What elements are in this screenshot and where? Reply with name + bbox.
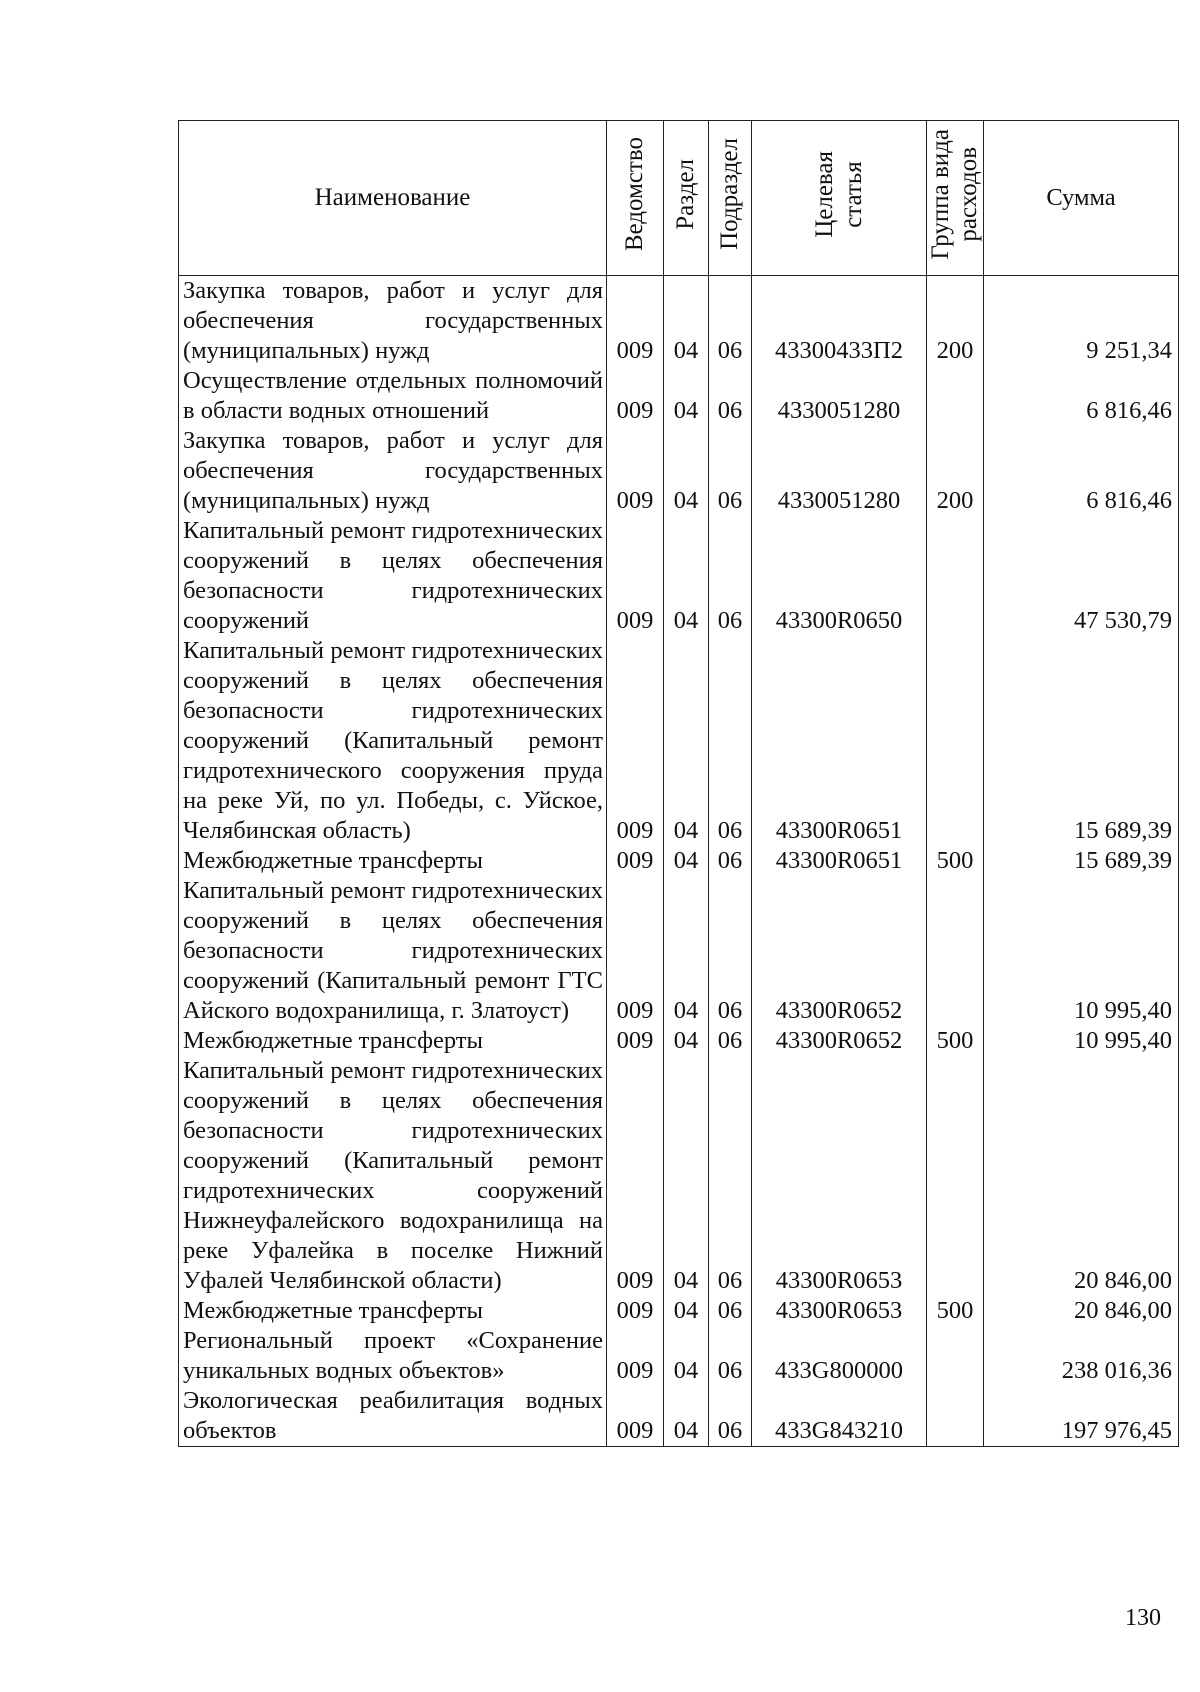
cell-gruppa-vida: 200 [927,276,984,367]
cell-celevaya-statya: 43300R0651 [752,636,927,846]
cell-celevaya-statya: 43300R0653 [752,1296,927,1326]
cell-gruppa-vida: 200 [927,426,984,516]
cell-razdel: 04 [664,1326,709,1386]
cell-razdel: 04 [664,366,709,426]
cell-podrazdel: 06 [709,1026,752,1056]
cell-name: Капитальный ремонт гидротехнических сооружений в целях обеспечения безопасности гидротехнических сооружений (Капитальный ремонт ГТС Айского водохранилища, г. Златоуст) [179,876,607,1026]
cell-gruppa-vida [927,366,984,426]
cell-name: Осуществление отдельных полномочий в области водных отношений [179,366,607,426]
cell-name: Межбюджетные трансферты [179,846,607,876]
cell-podrazdel: 06 [709,426,752,516]
table-row [179,366,1179,426]
table-row [179,876,1179,1026]
cell-vedomstvo: 009 [607,1386,664,1447]
cell-gruppa-vida: 500 [927,846,984,876]
table-row [179,426,1179,516]
cell-summa: 20 846,00 [984,1296,1179,1326]
cell-vedomstvo: 009 [607,846,664,876]
cell-razdel: 04 [664,1056,709,1296]
cell-gruppa-vida [927,1056,984,1296]
cell-podrazdel: 06 [709,1056,752,1296]
cell-celevaya-statya: 433G800000 [752,1326,927,1386]
table-header [179,121,1179,276]
cell-celevaya-statya: 4330051280 [752,426,927,516]
cell-name: Капитальный ремонт гидротехнических сооружений в целях обеспечения безопасности гидротехнических сооружений (Капитальный ремонт гидротехнического сооружения пруда на реке Уй, по ул. Победы, с. Уйское, Челябинская область) [179,636,607,846]
cell-razdel: 04 [664,846,709,876]
cell-summa: 197 976,45 [984,1386,1179,1447]
table-row [179,1326,1179,1386]
cell-celevaya-statya: 43300R0653 [752,1056,927,1296]
cell-podrazdel: 06 [709,366,752,426]
cell-razdel: 04 [664,1026,709,1056]
cell-razdel: 04 [664,876,709,1026]
cell-celevaya-statya: 43300R0650 [752,516,927,636]
cell-razdel: 04 [664,516,709,636]
cell-gruppa-vida [927,636,984,846]
cell-celevaya-statya: 43300R0652 [752,876,927,1026]
cell-summa: 9 251,34 [984,276,1179,367]
cell-name: Межбюджетные трансферты [179,1296,607,1326]
cell-razdel: 04 [664,426,709,516]
header-podrazdel: Подраздел [709,121,752,276]
table-row [179,1296,1179,1326]
cell-vedomstvo: 009 [607,1026,664,1056]
header-vedomstvo: Ведомство [607,121,664,276]
cell-vedomstvo: 009 [607,876,664,1026]
cell-summa: 15 689,39 [984,846,1179,876]
table-row [179,636,1179,846]
cell-summa: 6 816,46 [984,426,1179,516]
cell-gruppa-vida [927,1386,984,1447]
cell-summa: 20 846,00 [984,1056,1179,1296]
header-razdel: Раздел [664,121,709,276]
cell-vedomstvo: 009 [607,1056,664,1296]
cell-vedomstvo: 009 [607,1326,664,1386]
cell-podrazdel: 06 [709,1326,752,1386]
cell-name: Закупка товаров, работ и услуг для обеспечения государственных (муниципальных) нужд [179,426,607,516]
cell-summa: 47 530,79 [984,516,1179,636]
header-name: Наименование [179,121,607,276]
cell-celevaya-statya: 43300R0651 [752,846,927,876]
cell-vedomstvo: 009 [607,366,664,426]
cell-podrazdel: 06 [709,1386,752,1447]
cell-vedomstvo: 009 [607,636,664,846]
cell-summa: 10 995,40 [984,1026,1179,1056]
cell-summa: 15 689,39 [984,636,1179,846]
cell-celevaya-statya: 43300433П2 [752,276,927,367]
cell-podrazdel: 06 [709,846,752,876]
cell-summa: 238 016,36 [984,1326,1179,1386]
cell-name: Межбюджетные трансферты [179,1026,607,1056]
cell-podrazdel: 06 [709,516,752,636]
cell-celevaya-statya: 43300R0652 [752,1026,927,1056]
table-body [179,276,1179,1447]
cell-name: Капитальный ремонт гидротехнических сооружений в целях обеспечения безопасности гидротехнических сооружений (Капитальный ремонт гидротехнических сооружений Нижнеуфалейского водохранилища на реке Уфалейка в поселке Нижний Уфалей Челябинской области) [179,1056,607,1296]
table-row [179,1026,1179,1056]
cell-vedomstvo: 009 [607,276,664,367]
cell-name: Региональный проект «Сохранение уникальных водных объектов» [179,1326,607,1386]
header-celevaya-statya: Целевая статья [752,121,927,276]
cell-vedomstvo: 009 [607,516,664,636]
cell-summa: 6 816,46 [984,366,1179,426]
header-gruppa-vida-raskhodov: Группа вида расходов [927,121,984,276]
header-summa: Сумма [984,121,1179,276]
cell-podrazdel: 06 [709,1296,752,1326]
page-number: 130 [1125,1605,1161,1631]
cell-gruppa-vida [927,1326,984,1386]
cell-razdel: 04 [664,636,709,846]
cell-gruppa-vida [927,516,984,636]
cell-celevaya-statya: 433G843210 [752,1386,927,1447]
cell-razdel: 04 [664,1386,709,1447]
cell-gruppa-vida [927,876,984,1026]
cell-razdel: 04 [664,276,709,367]
budget-table [178,120,1179,1447]
cell-name: Закупка товаров, работ и услуг для обеспечения государственных (муниципальных) нужд [179,276,607,367]
cell-name: Капитальный ремонт гидротехнических сооружений в целях обеспечения безопасности гидротехнических сооружений [179,516,607,636]
cell-podrazdel: 06 [709,636,752,846]
cell-vedomstvo: 009 [607,1296,664,1326]
cell-gruppa-vida: 500 [927,1026,984,1056]
table-row [179,276,1179,367]
table-row [179,1056,1179,1296]
cell-summa: 10 995,40 [984,876,1179,1026]
cell-gruppa-vida: 500 [927,1296,984,1326]
cell-podrazdel: 06 [709,276,752,367]
cell-razdel: 04 [664,1296,709,1326]
cell-celevaya-statya: 4330051280 [752,366,927,426]
table-row [179,846,1179,876]
table-row [179,516,1179,636]
cell-name: Экологическая реабилитация водных объектов [179,1386,607,1447]
table-row [179,1386,1179,1447]
cell-vedomstvo: 009 [607,426,664,516]
cell-podrazdel: 06 [709,876,752,1026]
